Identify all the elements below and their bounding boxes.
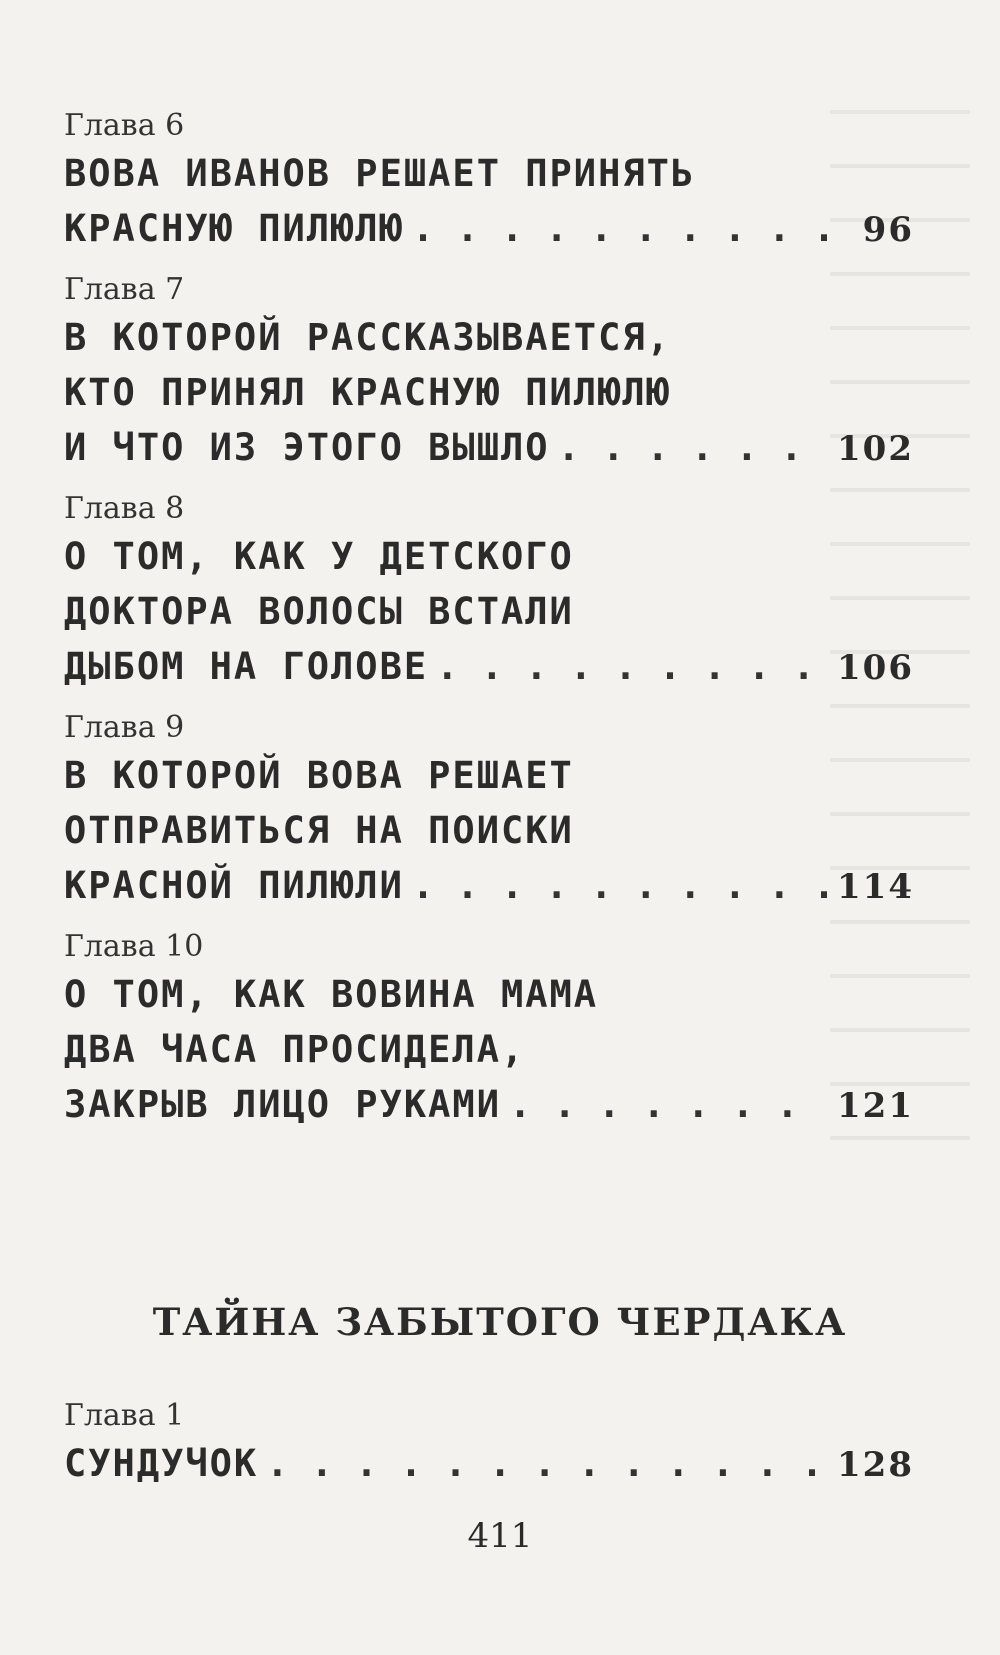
chapter-title-text: ДЫБОМ НА ГОЛОВЕ <box>64 645 429 688</box>
chapter-label: Глава 7 <box>64 272 185 307</box>
toc-entry <box>64 270 914 475</box>
chapter-title-line <box>64 420 914 475</box>
chapter-page-number: 114 <box>837 867 914 907</box>
chapter-page-number: 106 <box>837 648 914 688</box>
toc-entry <box>64 106 914 256</box>
chapter-title-line <box>64 1077 914 1132</box>
dot-leader <box>412 201 855 256</box>
chapter-title-line: О ТОМ, КАК ВОВИНА МАМА <box>64 973 599 1016</box>
chapter-title-line <box>64 639 914 694</box>
dot-leader <box>266 1436 829 1491</box>
chapter-page-number: 102 <box>837 429 914 469</box>
dot-leader <box>558 420 829 475</box>
section-title: ТАЙНА ЗАБЫТОГО ЧЕРДАКА <box>152 1300 848 1344</box>
chapter-label: Глава 6 <box>64 108 185 143</box>
chapter-title-line: В КОТОРОЙ ВОВА РЕШАЕТ <box>64 754 574 797</box>
chapter-title-text: КРАСНОЙ ПИЛЮЛИ <box>64 864 404 907</box>
dot-leader <box>436 639 829 694</box>
chapter-label: Глава 1 <box>64 1398 185 1433</box>
toc-entry <box>64 927 914 1132</box>
chapter-label: Глава 10 <box>64 929 204 964</box>
chapter-title-line <box>64 858 914 913</box>
chapter-title-text: СУНДУЧОК <box>64 1442 259 1485</box>
chapter-title-text: И ЧТО ИЗ ЭТОГО ВЫШЛО <box>64 426 550 469</box>
chapter-page-number: 128 <box>837 1445 914 1485</box>
chapter-title-line: КТО ПРИНЯЛ КРАСНУЮ ПИЛЮЛЮ <box>64 371 671 414</box>
table-of-contents <box>64 106 914 1146</box>
toc-entry <box>64 489 914 694</box>
chapter-title-text: ЗАКРЫВ ЛИЦО РУКАМИ <box>64 1083 501 1126</box>
page-number: 411 <box>467 1516 533 1556</box>
chapter-title-line: В КОТОРОЙ РАССКАЗЫВАЕТСЯ, <box>64 316 671 359</box>
chapter-title-line: ДВА ЧАСА ПРОСИДЕЛА, <box>64 1028 526 1071</box>
dot-leader <box>412 858 829 913</box>
chapter-title-line: ДОКТОРА ВОЛОСЫ ВСТАЛИ <box>64 590 574 633</box>
toc-entry <box>64 1396 914 1491</box>
toc-entry <box>64 708 914 913</box>
section-table-of-contents <box>64 1396 914 1505</box>
chapter-title-text: КРАСНУЮ ПИЛЮЛЮ <box>64 207 404 250</box>
chapter-title-line <box>64 1436 914 1491</box>
chapter-label: Глава 9 <box>64 710 185 745</box>
chapter-title-line: ВОВА ИВАНОВ РЕШАЕТ ПРИНЯТЬ <box>64 152 696 195</box>
dot-leader <box>509 1077 829 1132</box>
chapter-page-number: 121 <box>837 1086 914 1126</box>
chapter-title-line <box>64 201 914 256</box>
chapter-title-line: О ТОМ, КАК У ДЕТСКОГО <box>64 535 574 578</box>
chapter-label: Глава 8 <box>64 491 185 526</box>
chapter-page-number: 96 <box>862 210 914 250</box>
chapter-title-line: ОТПРАВИТЬСЯ НА ПОИСКИ <box>64 809 574 852</box>
